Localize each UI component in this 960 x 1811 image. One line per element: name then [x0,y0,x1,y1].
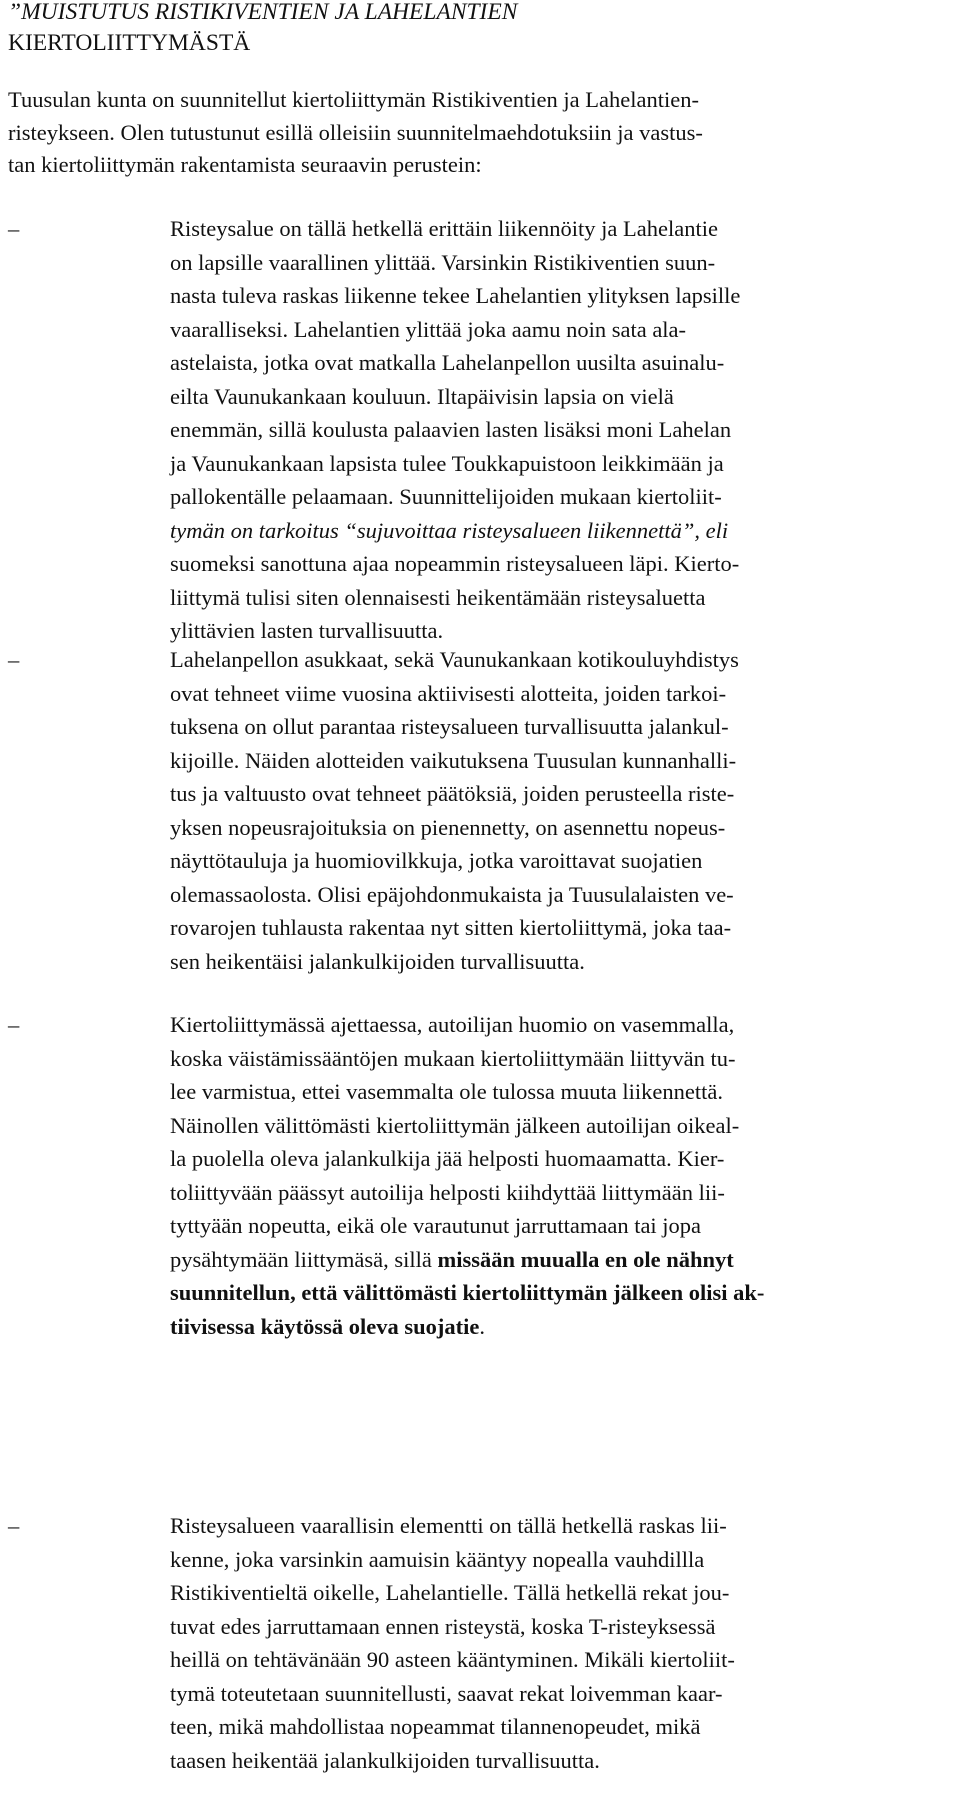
item-line: teen, mikä mahdollistaa nopeammat tilannenopeudet, mikä [170,1714,701,1739]
item-paragraph [170,643,955,978]
emphasis-text: tiivisessa käytössä oleva suojatie [170,1313,480,1339]
item-line-bold: suunnitellun, että välittömästi kiertoliittymän jälkeen olisi ak- [170,1280,765,1305]
bold-end-post: . [479,1313,485,1339]
item-line: Lahelanpellon asukkaat, sekä Vaunukankaan kotikouluyhdistys [170,647,739,672]
dash-bullet: – [8,1513,20,1538]
item-line-bold-end [170,1310,955,1344]
item-line: Näinollen välittömästi kiertoliittymän jälkeen autoilijan oikeal- [170,1112,740,1138]
item-line: koska väistämissääntöjen mukaan kiertoliittymään liittyvän tu- [170,1045,736,1071]
document-title [8,0,908,59]
dash-bullet: – [8,1012,20,1037]
item-line: lee varmistua, ettei vasemmalta ole tulossa muuta liikennettä. [170,1079,723,1104]
item-line: pallokentälle pelaamaan. Suunnittelijoiden mukaan kiertoliit- [170,484,722,509]
item-line: Ristikiventieltä oikelle, Lahelantielle. Tällä hetkellä rekat jou- [170,1580,730,1605]
item-line: sen heikentäisi jalankulkijoiden turvallisuutta. [170,948,585,974]
item-line: heillä on tehtävänään 90 asteen kääntyminen. Mikäli kiertoliit- [170,1647,735,1672]
dash-bullet: – [8,216,20,241]
item-line: on lapsille vaarallinen ylittää. Varsinkin Ristikiventien suun- [170,249,716,275]
intro-line: Tuusulan kunta on suunnitellut kiertoliittymän Ristikiventien ja Lahelantien- [8,87,699,112]
title-line-1: ”MUISTUTUS RISTIKIVENTIEN JA LAHELANTIEN [8,0,518,25]
item-line: Kiertoliittymässä ajettaessa, autoilijan huomio on vasemmalla, [170,1012,735,1037]
intro-line: tan kiertoliittymän rakentamista seuraavin perustein: [8,152,482,177]
item-line: tus ja valtuusto ovat tehneet päätöksiä, joiden perusteella riste- [170,781,735,806]
item-line: tuvat edes jarruttamaan ennen risteystä, koska T-risteyksessä [170,1613,716,1639]
item-line: yksen nopeusrajoituksia on pienennetty, on asennettu nopeus- [170,814,726,840]
item-line: astelaista, jotka ovat matkalla Lahelanpellon uusilta asuinalu- [170,350,725,375]
item-line: liittymä tulisi siten olennaisesti heikentämään risteysaluetta [170,584,706,610]
item-line: tyttyään nopeutta, eikä ole varautunut jarruttamaan tai jopa [170,1213,702,1238]
quoted-phrase: “sujuvoittaa risteysalueen liikennettä” [344,517,695,543]
item-line: kijoille. Näiden alotteiden vaikutuksena Tuusulan kunnanhalli- [170,747,737,773]
item-line: Risteysalue on tällä hetkellä erittäin liikennöity ja Lahelantie [170,216,718,241]
item-line: kenne, joka varsinkin aamuisin kääntyy nopealla vauhdillla [170,1546,705,1572]
item-line: enemmän, sillä koulusta palaavien lasten lisäksi moni Lahelan [170,417,732,442]
item-paragraph [170,1509,955,1777]
emphasis-text: missään muualla en ole nähnyt [437,1246,734,1272]
item-paragraph [170,1008,955,1343]
item-line-mixed [170,1243,955,1277]
item-line: näyttötauluja ja huomiovilkkuja, jotka varoittavat suojatien [170,848,703,873]
dash-bullet: – [8,647,20,672]
item-line: tymä toteutetaan suunnitellusti, saavat rekat loivemman kaar- [170,1680,723,1706]
item-paragraph [170,212,955,648]
item-line: nasta tuleva raskas liikenne tekee Lahelantien ylityksen lapsille [170,283,741,308]
item-line: olemassaolosta. Olisi epäjohdonmukaista ja Tuusulalaisten ve- [170,881,734,907]
intro-paragraph [8,84,953,182]
italic-pre: tymän on tarkoitus [170,517,345,543]
item-line: taasen heikentää jalankulkijoiden turvallisuutta. [170,1747,600,1773]
mixed-pre: pysähtymään liittymäsä, sillä [170,1246,438,1272]
item-line: ylittävien lasten turvallisuutta. [170,618,444,643]
item-line: Risteysalueen vaarallisin elementti on tällä hetkellä raskas lii- [170,1513,727,1538]
item-line: vaaralliseksi. Lahelantien ylittää joka aamu noin sata ala- [170,316,687,342]
item-line-italic [170,514,955,548]
item-line: ja Vaunukankaan lapsista tulee Toukkapuistoon leikkimään ja [170,450,724,476]
item-line: la puolella oleva jalankulkija jää helposti huomaamatta. Kier- [170,1146,725,1171]
title-line-2: KIERTOLIITTYMÄSTÄ [8,30,251,56]
item-line: suomeksi sanottuna ajaa nopeammin risteysalueen läpi. Kierto- [170,551,740,576]
intro-line: risteykseen. Olen tutustunut esillä olleisiin suunnitelmaehdotuksiin ja vastus- [8,119,703,145]
item-line: rovarojen tuhlausta rakentaa nyt sitten kiertoliittymä, joka taa- [170,915,732,940]
italic-post: , eli [694,517,729,543]
item-line: tuksena on ollut parantaa risteysalueen turvallisuutta jalankul- [170,714,729,739]
item-line: ovat tehneet viime vuosina aktiivisesti alotteita, joiden tarkoi- [170,680,727,706]
item-line: toliittyvään päässyt autoilija helposti kiihdyttää liittymään lii- [170,1179,725,1205]
item-line: eilta Vaunukankaan kouluun. Iltapäivisin lapsia on vielä [170,383,674,409]
